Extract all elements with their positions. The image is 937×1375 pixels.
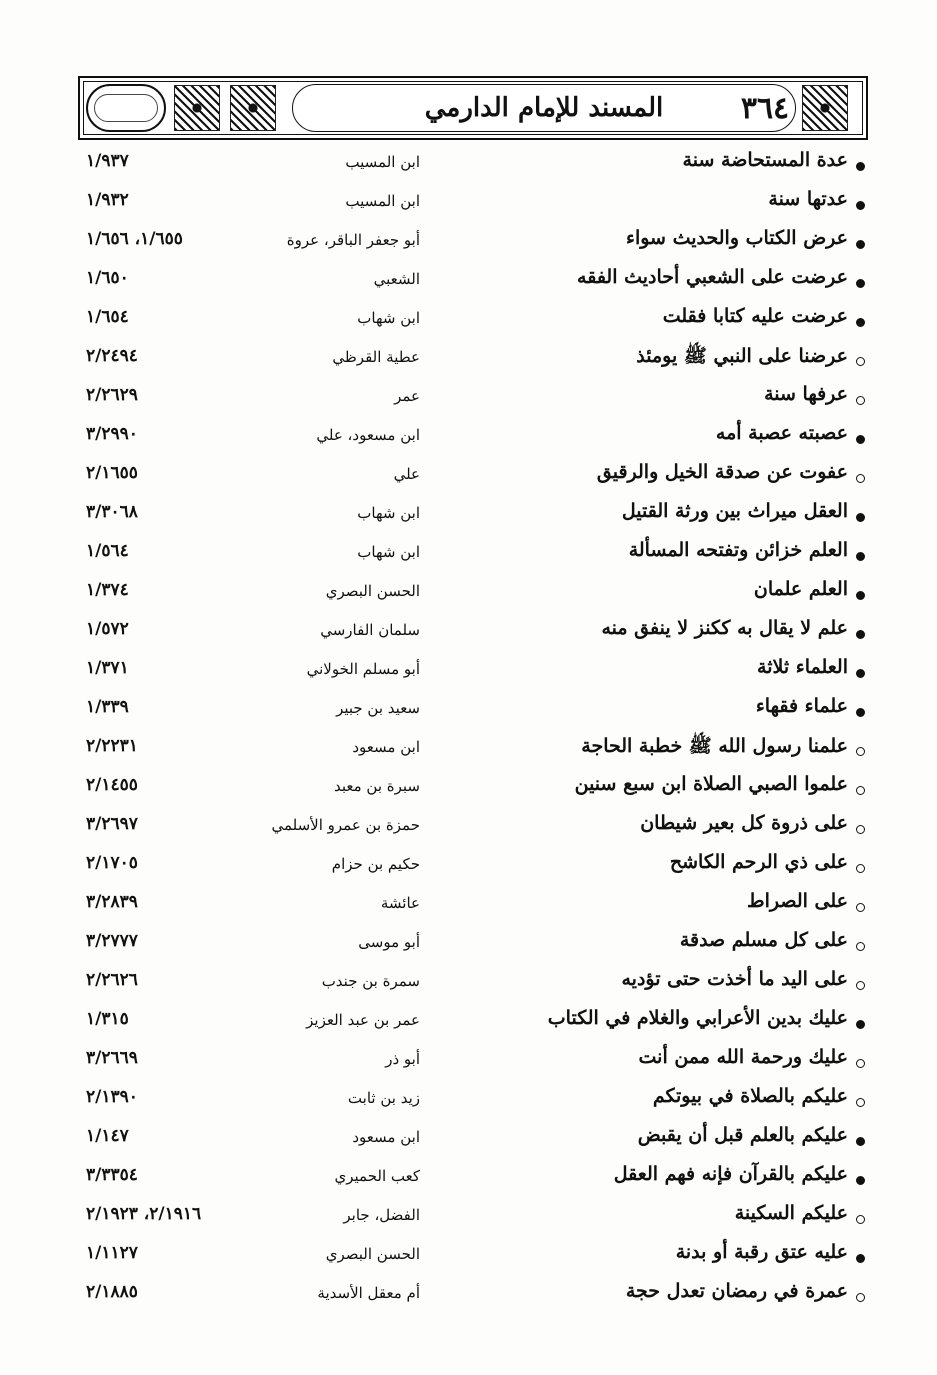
- open-circle-icon: [856, 747, 865, 756]
- open-circle-icon: [856, 864, 865, 873]
- filled-circle-icon: [856, 630, 865, 639]
- running-title: [292, 84, 796, 132]
- hadith-incipit: عليه عتق رقبة أو بدنة: [675, 1241, 848, 1263]
- hadith-incipit: عدة المستحاضة سنة: [682, 149, 848, 171]
- filled-circle-icon: [856, 1254, 865, 1263]
- hadith-incipit: على اليد ما أخذت حتى تؤديه: [621, 968, 848, 990]
- index-row: [0, 1200, 937, 1239]
- book-title: المسند للإمام الدارمي: [424, 93, 664, 123]
- index-row: [0, 1005, 937, 1044]
- volume-hadith-ref: ٣/٣٣٥٤: [86, 1165, 138, 1185]
- volume-hadith-ref: ١/١١٢٧: [86, 1243, 138, 1263]
- index-row: [0, 654, 937, 693]
- narrator-name: ابن شهاب: [357, 504, 420, 522]
- volume-hadith-ref: ١/٣١٥: [86, 1009, 129, 1029]
- left-ornament-icon: [174, 85, 220, 131]
- open-circle-icon: [856, 825, 865, 834]
- volume-hadith-ref: ١/٦٥٤: [86, 307, 129, 327]
- narrator-name: حمزة بن عمرو الأسلمي: [271, 816, 420, 834]
- filled-circle-icon: [856, 435, 865, 444]
- hadith-incipit: عصبته عصبة أمه: [715, 422, 848, 444]
- index-row: [0, 420, 937, 459]
- hadith-incipit: عليكم السكينة: [734, 1202, 848, 1224]
- narrator-name: كعب الحميري: [334, 1167, 420, 1185]
- hadith-incipit: العلم علمان: [753, 578, 848, 600]
- hadith-incipit: عليكم بالعلم قبل أن يقبض: [637, 1124, 848, 1146]
- index-row: [0, 1083, 937, 1122]
- index-row: [0, 732, 937, 771]
- narrator-name: ابن مسعود، علي: [316, 426, 420, 444]
- index-row: [0, 342, 937, 381]
- volume-hadith-ref: ١/٦٥٠: [86, 268, 129, 288]
- filled-circle-icon: [856, 279, 865, 288]
- narrator-name: علي: [393, 465, 420, 483]
- volume-hadith-ref: ١/٩٣٢: [86, 190, 129, 210]
- volume-hadith-ref: ٣/٢٩٩٠: [86, 424, 138, 444]
- narrator-name: عمر بن عبد العزيز: [306, 1011, 420, 1029]
- volume-hadith-ref: ٢/٢٤٩٤: [86, 346, 138, 366]
- open-circle-icon: [856, 981, 865, 990]
- filled-circle-icon: [856, 552, 865, 561]
- hadith-incipit: العلماء ثلاثة: [757, 656, 848, 678]
- narrator-name: أبو موسى: [358, 933, 420, 951]
- volume-hadith-ref: ٢/١٧٠٥: [86, 853, 138, 873]
- filled-circle-icon: [856, 669, 865, 678]
- volume-hadith-ref: ١/٣٣٩: [86, 697, 129, 717]
- index-list: [0, 147, 937, 1317]
- narrator-name: أبو مسلم الخولاني: [306, 660, 420, 678]
- index-row: [0, 1044, 937, 1083]
- index-row: [0, 615, 937, 654]
- filled-circle-icon: [856, 513, 865, 522]
- index-row: [0, 771, 937, 810]
- hadith-incipit: العلم خزائن وتفتحه المسألة: [628, 539, 848, 561]
- filled-circle-icon: [856, 1020, 865, 1029]
- narrator-name: الشعبي: [373, 270, 420, 288]
- narrator-name: سعيد بن جبير: [336, 699, 420, 717]
- volume-hadith-ref: ١/١٤٧: [86, 1126, 129, 1146]
- index-row: [0, 147, 937, 186]
- open-circle-icon: [856, 1059, 865, 1068]
- open-circle-icon: [856, 1293, 865, 1302]
- narrator-name: الفضل، جابر: [343, 1206, 420, 1224]
- narrator-name: عائشة: [380, 894, 420, 912]
- volume-hadith-ref: ٢/١٤٥٥: [86, 775, 138, 795]
- hadith-incipit: عفوت عن صدقة الخيل والرقيق: [596, 461, 848, 483]
- volume-hadith-ref: ١/٥٧٢: [86, 619, 129, 639]
- hadith-incipit: علموا الصبي الصلاة ابن سبع سنين: [574, 773, 848, 795]
- filled-circle-icon: [856, 591, 865, 600]
- hadith-incipit: عليك بدين الأعرابي والغلام في الكتاب: [547, 1007, 848, 1029]
- index-row: [0, 888, 937, 927]
- narrator-name: سمرة بن جندب: [321, 972, 420, 990]
- index-row: [0, 381, 937, 420]
- volume-hadith-ref: ٣/٢٦٦٩: [86, 1048, 138, 1068]
- index-row: [0, 576, 937, 615]
- hadith-incipit: على كل مسلم صدقة: [679, 929, 848, 951]
- volume-hadith-ref: ١/٥٦٤: [86, 541, 129, 561]
- narrator-name: سبرة بن معبد: [333, 777, 420, 795]
- filled-circle-icon: [856, 162, 865, 171]
- narrator-name: أبو ذر: [385, 1050, 420, 1068]
- volume-hadith-ref: ٢/٢٦٢٦: [86, 970, 138, 990]
- index-row: [0, 186, 937, 225]
- narrator-name: سلمان الفارسي: [320, 621, 420, 639]
- index-row: [0, 498, 937, 537]
- index-row: [0, 1278, 937, 1317]
- index-row: [0, 1122, 937, 1161]
- volume-hadith-ref: ٣/٢٧٧٧: [86, 931, 138, 951]
- open-circle-icon: [856, 1215, 865, 1224]
- index-row: [0, 303, 937, 342]
- hadith-incipit: عليك ورحمة الله ممن أنت: [638, 1046, 848, 1068]
- volume-hadith-ref: ٣/٢٨٣٩: [86, 892, 138, 912]
- open-circle-icon: [856, 357, 865, 366]
- volume-hadith-ref: ٢/٢٦٢٩: [86, 385, 138, 405]
- hadith-incipit: عليكم بالصلاة في بيوتكم: [652, 1085, 848, 1107]
- volume-hadith-ref: ٣/٢٦٩٧: [86, 814, 138, 834]
- filled-circle-icon: [856, 1137, 865, 1146]
- narrator-name: أم معقل الأسدية: [317, 1284, 420, 1302]
- hadith-incipit: عرضت على الشعبي أحاديث الفقه: [577, 266, 848, 288]
- index-row: [0, 1161, 937, 1200]
- open-circle-icon: [856, 1098, 865, 1107]
- index-row: [0, 264, 937, 303]
- narrator-name: زيد بن ثابت: [347, 1089, 420, 1107]
- volume-hadith-ref: ٢/٢٢٣١: [86, 736, 138, 756]
- hadith-incipit: على ذي الرحم الكاشح: [669, 851, 848, 873]
- hadith-incipit: عليكم بالقرآن فإنه فهم العقل: [613, 1163, 848, 1185]
- open-circle-icon: [856, 786, 865, 795]
- index-row: [0, 537, 937, 576]
- hadith-incipit: عرضنا على النبي ﷺ يومئذ: [636, 345, 848, 367]
- narrator-name: ابن شهاب: [357, 309, 420, 327]
- open-circle-icon: [856, 903, 865, 912]
- hadith-incipit: على ذروة كل بعير شيطان: [640, 812, 848, 834]
- volume-hadith-ref: ٢/١٨٨٥: [86, 1282, 138, 1302]
- hadith-incipit: على الصراط: [747, 890, 848, 912]
- index-row: [0, 966, 937, 1005]
- narrator-name: عمر: [394, 387, 420, 405]
- open-circle-icon: [856, 474, 865, 483]
- hadith-incipit: عرض الكتاب والحديث سواء: [626, 227, 848, 249]
- narrator-name: ابن المسيب: [345, 192, 420, 210]
- volume-hadith-ref: ١/٣٧١: [86, 658, 129, 678]
- hadith-incipit: عدتها سنة: [768, 188, 848, 210]
- volume-hadith-ref: ١/٩٣٧: [86, 151, 129, 171]
- filled-circle-icon: [856, 318, 865, 327]
- narrator-name: أبو جعفر الباقر، عروة: [286, 231, 420, 249]
- volume-hadith-ref: ١/٣٧٤: [86, 580, 129, 600]
- hadith-incipit: عمرة في رمضان تعدل حجة: [625, 1280, 848, 1302]
- left-ornament-icon-2: [230, 85, 276, 131]
- page-number: ٣٦٤: [740, 90, 790, 126]
- page-header: [78, 76, 868, 140]
- narrator-name: ابن المسيب: [345, 153, 420, 171]
- hadith-incipit: علمنا رسول الله ﷺ خطبة الحاجة: [581, 735, 848, 757]
- filled-circle-icon: [856, 240, 865, 249]
- hadith-incipit: علم لا يقال به ككنز لا ينفق منه: [601, 617, 848, 639]
- narrator-name: الحسن البصري: [325, 582, 420, 600]
- index-row: [0, 1239, 937, 1278]
- narrator-name: الحسن البصري: [325, 1245, 420, 1263]
- narrator-name: عطية القرظي: [332, 348, 420, 366]
- narrator-name: ابن مسعود: [352, 738, 420, 756]
- hadith-incipit: عرضت عليه كتابا فقلت: [662, 305, 848, 327]
- hadith-incipit: عرفها سنة: [764, 383, 848, 405]
- narrator-name: ابن مسعود: [352, 1128, 420, 1146]
- open-circle-icon: [856, 942, 865, 951]
- book-seal-emblem: [86, 84, 166, 132]
- volume-hadith-ref: ٣/٣٠٦٨: [86, 502, 138, 522]
- volume-hadith-ref: ٢/١٩١٦، ٢/١٩٢٣: [86, 1204, 202, 1224]
- index-row: [0, 225, 937, 264]
- index-row: [0, 849, 937, 888]
- open-circle-icon: [856, 396, 865, 405]
- index-row: [0, 693, 937, 732]
- right-ornament-icon: [802, 85, 848, 131]
- index-row: [0, 927, 937, 966]
- narrator-name: ابن شهاب: [357, 543, 420, 561]
- filled-circle-icon: [856, 708, 865, 717]
- hadith-incipit: العقل ميراث بين ورثة القتيل: [621, 500, 848, 522]
- narrator-name: حكيم بن حزام: [331, 855, 420, 873]
- index-row: [0, 459, 937, 498]
- volume-hadith-ref: ٢/١٣٩٠: [86, 1087, 138, 1107]
- hadith-incipit: علماء فقهاء: [755, 695, 848, 717]
- filled-circle-icon: [856, 201, 865, 210]
- filled-circle-icon: [856, 1176, 865, 1185]
- volume-hadith-ref: ٢/١٦٥٥: [86, 463, 138, 483]
- index-row: [0, 810, 937, 849]
- volume-hadith-ref: ١/٦٥٥، ١/٦٥٦: [86, 229, 183, 249]
